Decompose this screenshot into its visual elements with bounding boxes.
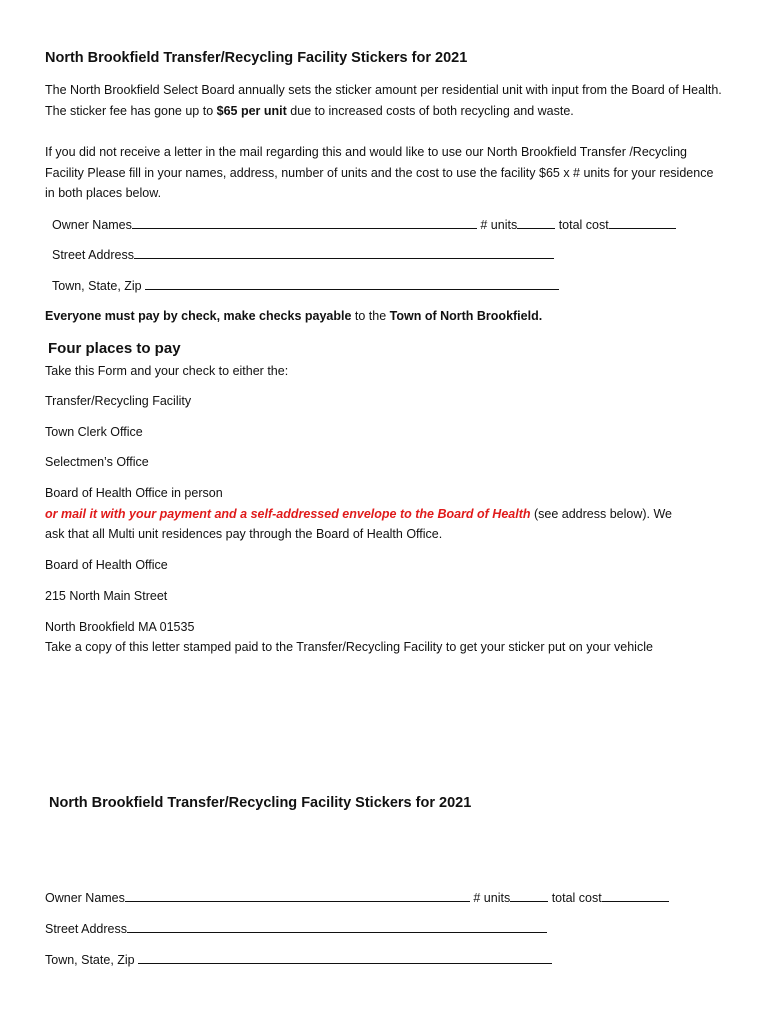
intro-paragraph <box>45 80 725 121</box>
places-intro: Take this Form and your check to either the: <box>45 364 289 378</box>
bottom-town-state-zip-field[interactable] <box>138 951 552 964</box>
place-selectmen: Selectmen’s Office <box>45 455 149 469</box>
bottom-town-row <box>45 951 552 967</box>
total-cost-field[interactable] <box>609 216 676 229</box>
copy-note: Take a copy of this letter stamped paid to the Transfer/Recycling Facility to get your sticker put on your vehicle <box>45 640 653 654</box>
bottom-units-field[interactable] <box>510 889 548 902</box>
owner-names-field[interactable] <box>132 216 477 229</box>
multi-unit-note: ask that all Multi unit residences pay through the Board of Health Office. <box>45 527 443 541</box>
address-name: Board of Health Office <box>45 558 168 572</box>
address-street: 215 North Main Street <box>45 589 168 603</box>
street-address-label: Street Address <box>52 248 134 262</box>
place-town-clerk: Town Clerk Office <box>45 425 143 439</box>
place-transfer-facility: Transfer/Recycling Facility <box>45 394 192 408</box>
fee-amount: $65 per unit <box>216 103 287 118</box>
check-mid-text: to the <box>351 309 390 323</box>
units-field[interactable] <box>517 216 555 229</box>
bottom-units-label: # units <box>473 891 511 905</box>
bottom-owner-names-label: Owner Names <box>45 891 125 905</box>
bottom-form-title: North Brookfield Transfer/Recycling Facility Stickers for 2021 <box>49 795 472 811</box>
instructions-paragraph: If you did not receive a letter in the mail regarding this and would like to use our North Brookfield Transfer /Recycling Facility Please fill in your names, address, number of units and the cost to use the facility $65 x # units for your residence in both places below. <box>45 145 714 200</box>
bottom-total-cost-field[interactable] <box>602 889 669 902</box>
mail-option-rest: (see address below). We <box>530 507 673 521</box>
check-town-text: Town of North Brookfield. <box>389 309 543 323</box>
town-state-zip-label: Town, State, Zip <box>52 279 146 293</box>
check-bold-text: Everyone must pay by check, make checks payable <box>45 309 352 323</box>
town-state-zip-field[interactable] <box>145 277 559 290</box>
bottom-street-address-field[interactable] <box>127 920 547 933</box>
total-cost-label: total cost <box>558 218 609 232</box>
address-city: North Brookfield MA 01535 <box>45 620 195 634</box>
bottom-street-row <box>45 920 547 936</box>
top-street-row <box>52 246 554 262</box>
top-town-row <box>52 277 559 293</box>
units-label: # units <box>480 218 518 232</box>
intro-text-1: The North Brookfield Select Board annually sets the sticker amount per residential unit with input from the Board of Health. The sticker fee has gone up to <box>45 83 722 118</box>
top-owner-row <box>52 216 676 232</box>
mail-option-line <box>45 507 672 521</box>
bottom-town-state-zip-label: Town, State, Zip <box>45 953 139 967</box>
owner-names-label: Owner Names <box>52 218 132 232</box>
places-heading: Four places to pay <box>48 340 181 357</box>
bottom-total-cost-label: total cost <box>551 891 602 905</box>
intro-text-2: due to increased costs of both recycling and waste. <box>286 103 574 118</box>
check-payable-note <box>45 309 542 323</box>
bottom-owner-row <box>45 889 669 905</box>
top-form-title: North Brookfield Transfer/Recycling Facility Stickers for 2021 <box>45 50 468 66</box>
bottom-owner-names-field[interactable] <box>125 889 470 902</box>
street-address-field[interactable] <box>134 246 554 259</box>
bottom-street-address-label: Street Address <box>45 922 127 936</box>
place-board-of-health: Board of Health Office in person <box>45 486 223 500</box>
mail-option-red: or mail it with your payment and a self-addressed envelope to the Board of Health <box>45 507 531 521</box>
